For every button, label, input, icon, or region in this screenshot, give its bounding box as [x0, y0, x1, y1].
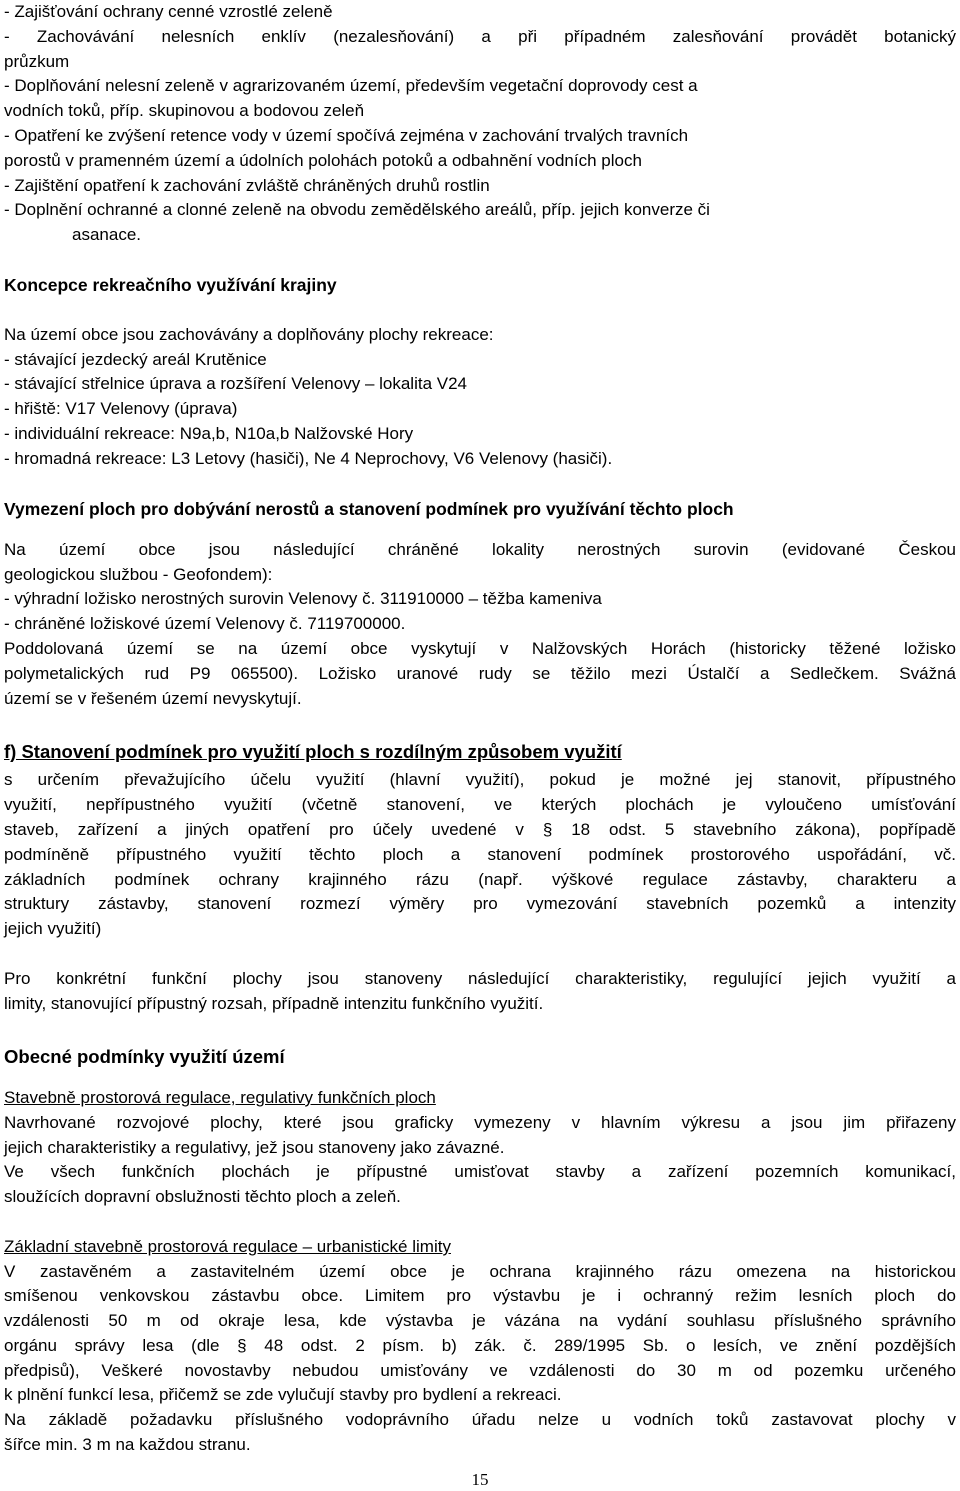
text-line: základních podmínek ochrany krajinného rázu (např. výškové regulace zástavby, charakteru a: [4, 870, 956, 889]
text-line: předpisů), Veškeré novostavby nebudou umisťovány ve vzdálenosti do 30 m od pozemku určeného: [4, 1361, 956, 1380]
text-line: jejich charakteristiky a regulativy, jež jsou stanoveny jako závazné.: [4, 1138, 505, 1157]
text-line: - Doplnění ochranné a clonné zeleně na obvodu zemědělského areálů, příp. jejich konverze či: [4, 200, 710, 219]
text-line: vodních toků, příp. skupinovou a bodovou zeleň: [4, 101, 365, 120]
text-line: Ve všech funkčních plochách je přípustné umisťovat stavby a zařízení pozemních komunikací,: [4, 1162, 956, 1181]
subsection-heading: Stavebně prostorová regulace, regulativy funkčních ploch: [4, 1088, 436, 1107]
text-line: podmíněně přípustného využití těchto ploch a stanovení podmínek prostorového uspořádání, vč.: [4, 845, 956, 864]
section-heading: f) Stanovení podmínek pro využití ploch s rozdílným způsobem využití: [4, 741, 622, 762]
text-line: území se v řešeném území nevyskytují.: [4, 689, 302, 708]
text-line: - hromadná rekreace: L3 Letovy (hasiči), Ne 4 Neprochovy, V6 Velenovy (hasiči).: [4, 449, 613, 468]
section-heading: Koncepce rekreačního využívání krajiny: [4, 275, 337, 295]
text-line: - Doplňování nelesní zeleně v agrarizovaném území, především vegetační doprovody cest a: [4, 76, 698, 95]
subsection-heading: Základní stavebně prostorová regulace – urbanistické limity: [4, 1237, 451, 1256]
text-line: - výhradní ložisko nerostných surovin Velenovy č. 311910000 – těžba kameniva: [4, 589, 602, 608]
text-line: průzkum: [4, 52, 70, 71]
text-line: Poddolovaná území se na území obce vyskytují v Nalžovských Horách (historicky těžené ložisko: [4, 639, 956, 658]
text-line: k plnění funkcí lesa, přičemž se zde vylučují stavby pro bydlení a rekreaci.: [4, 1385, 562, 1404]
text-line: - chráněné ložiskové území Velenovy č. 7119700000.: [4, 614, 406, 633]
text-line: geologickou službou - Geofondem):: [4, 565, 273, 584]
text-line: - Opatření ke zvýšení retence vody v území spočívá zejména v zachování trvalých travních: [4, 126, 689, 145]
text-line: smíšenou venkovskou zástavbu obce. Limitem pro výstavbu je i ochranný režim lesních ploch do: [4, 1286, 956, 1305]
text-line: Na základě požadavku příslušného vodoprávního úřadu nelze u vodních toků zastavovat plochy v: [4, 1410, 956, 1429]
section-heading: Vymezení ploch pro dobývání nerostů a stanovení podmínek pro využívání těchto ploch: [4, 499, 734, 519]
text-line: porostů v pramenném území a údolních polohách potoků a odbahnění vodních ploch: [4, 151, 642, 170]
text-line: Na území obce jsou následující chráněné lokality nerostných surovin (evidované Českou: [4, 540, 956, 559]
text-line: - stávající střelnice úprava a rozšíření Velenovy – lokalita V24: [4, 374, 468, 393]
text-line: - Zajištění opatření k zachování zvláště chráněných druhů rostlin: [4, 176, 490, 195]
text-line: orgánu správy lesa (dle § 48 odst. 2 písm. b) zák. č. 289/1995 Sb. o lesích, ve znění pozdějších: [4, 1336, 956, 1355]
text-line: - Zajišťování ochrany cenné vzrostlé zeleně: [4, 2, 333, 21]
text-line: V zastavěném a zastavitelném území obce je ochrana krajinného rázu omezena na historickou: [4, 1262, 956, 1281]
text-line: polymetalických rud P9 065500). Ložisko uranové rudy se těžilo mezi Ústalčí a Sedlečkem. Svážná: [4, 664, 956, 683]
page-number: 15: [471, 1470, 489, 1489]
text-line: Navrhované rozvojové plochy, které jsou graficky vymezeny v hlavním výkresu a jsou jim přiřazeny: [4, 1113, 956, 1132]
text-line: s určením převažujícího účelu využití (hlavní využití), pokud je možné jej stanovit, přípustného: [4, 770, 956, 789]
text-line: sloužících dopravní obslužnosti těchto ploch a zeleň.: [4, 1187, 401, 1206]
text-line: staveb, zařízení a jiných opatření pro účely uvedené v § 18 odst. 5 stavebního zákona), popřípadě: [4, 820, 956, 839]
text-line: Pro konkrétní funkční plochy jsou stanoveny následující charakteristiky, regulující jejich využití a: [4, 969, 956, 988]
text-line: Na území obce jsou zachovávány a doplňovány plochy rekreace:: [4, 325, 494, 344]
text-line: - individuální rekreace: N9a,b, N10a,b Nalžovské Hory: [4, 424, 414, 443]
text-line: limity, stanovující přípustný rozsah, případně intenzitu funkčního využití.: [4, 994, 544, 1013]
text-line: jejich využití): [4, 919, 102, 938]
text-line: šířce min. 3 m na každou stranu.: [4, 1435, 251, 1454]
text-line: - Zachovávání nelesních enklív (nezalesňování) a při případném zalesňování provádět botanický: [4, 27, 956, 46]
text-line: struktury zástavby, stanovení rozmezí výměry pro vymezování stavebních pozemků a intenzity: [4, 894, 956, 913]
text-line: - hřiště: V17 Velenovy (úprava): [4, 399, 238, 418]
text-line: využití, nepřípustného využití (včetně stanovení, ve kterých plochách je vyloučeno umísťování: [4, 795, 956, 814]
text-line: - stávající jezdecký areál Krutěnice: [4, 350, 267, 369]
section-heading: Obecné podmínky využití území: [4, 1046, 285, 1067]
text-line: vzdálenosti 50 m od okraje lesa, kde výstavba je vázána na vydání souhlasu příslušného správního: [4, 1311, 956, 1330]
text-line: asanace.: [72, 225, 141, 244]
